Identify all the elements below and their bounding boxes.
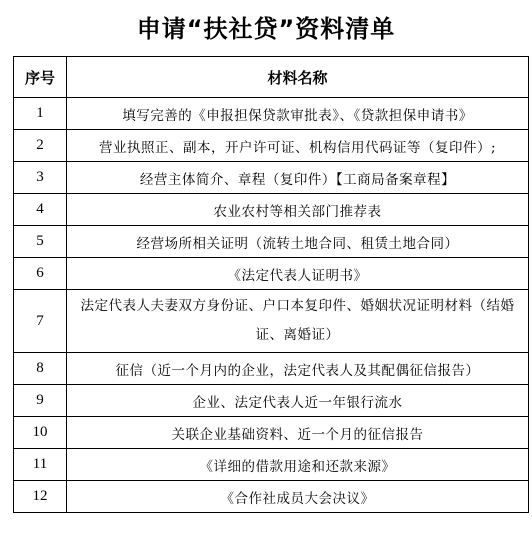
materials-table (13, 56, 529, 513)
material-name: 经营场所相关证明（流转土地合同、租赁土地合同） (67, 226, 529, 258)
row-number: 8 (14, 353, 67, 385)
table-row (14, 449, 529, 481)
material-name: 《合作社成员大会决议》 (67, 481, 529, 513)
row-number: 5 (14, 226, 67, 258)
row-number: 7 (14, 290, 67, 353)
material-name: 填写完善的《申报担保贷款审批表》、《贷款担保申请书》 (67, 98, 529, 130)
table-row (14, 353, 529, 385)
material-name: 关联企业基础资料、近一个月的征信报告 (67, 417, 529, 449)
material-name: 法定代表人夫妻双方身份证、户口本复印件、婚姻状况证明材料（结婚证、离婚证） (67, 290, 529, 353)
row-number: 10 (14, 417, 67, 449)
material-name: 企业、法定代表人近一年银行流水 (67, 385, 529, 417)
table-row (14, 98, 529, 130)
material-name: 《法定代表人证明书》 (67, 258, 529, 290)
header-serial-number: 序号 (14, 57, 67, 98)
table-row (14, 481, 529, 513)
row-number: 1 (14, 98, 67, 130)
material-name: 营业执照正、副本，开户许可证、机构信用代码证等（复印件）; (67, 130, 529, 162)
row-number: 6 (14, 258, 67, 290)
material-name: 农业农村等相关部门推荐表 (67, 194, 529, 226)
document-title: 申请“扶社贷”资料清单 (136, 15, 396, 43)
table-row (14, 290, 529, 353)
material-name: 经营主体简介、章程（复印件）【工商局备案章程】 (67, 162, 529, 194)
row-number: 11 (14, 449, 67, 481)
row-number: 12 (14, 481, 67, 513)
table-row (14, 226, 529, 258)
table-row (14, 162, 529, 194)
header-material-name: 材料名称 (67, 57, 529, 98)
row-number: 4 (14, 194, 67, 226)
table-row (14, 194, 529, 226)
table-header-row (14, 57, 529, 98)
table-row (14, 130, 529, 162)
row-number: 9 (14, 385, 67, 417)
material-name: 征信（近一个月内的企业，法定代表人及其配偶征信报告） (67, 353, 529, 385)
row-number: 3 (14, 162, 67, 194)
table-row (14, 258, 529, 290)
table-row (14, 417, 529, 449)
material-name: 《详细的借款用途和还款来源》 (67, 449, 529, 481)
row-number: 2 (14, 130, 67, 162)
table-row (14, 385, 529, 417)
